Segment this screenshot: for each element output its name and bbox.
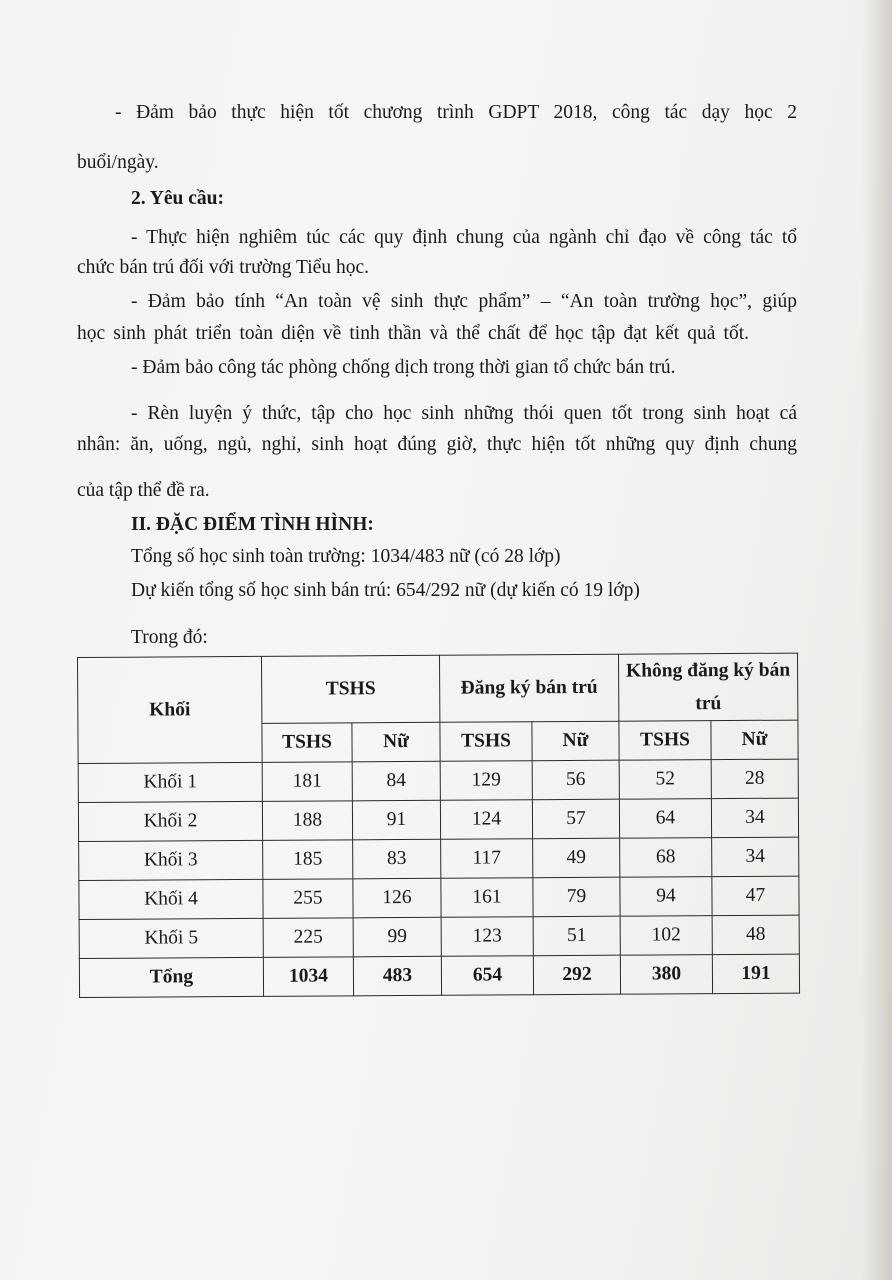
grade-cell: Khối 2 xyxy=(78,801,262,841)
header-tshs: TSHS xyxy=(261,655,439,723)
total-nreg-nu-cell: 191 xyxy=(712,954,799,994)
grade-cell: Khối 4 xyxy=(79,879,263,919)
reg-nu-cell: 49 xyxy=(533,838,620,878)
table-row xyxy=(78,798,798,841)
table-row xyxy=(79,915,799,958)
paragraph-line: chức bán trú đối với trường Tiểu học. xyxy=(77,257,369,278)
boarding-statistics-table xyxy=(77,653,800,998)
header-not-registered: Không đăng ký bán trú xyxy=(618,653,797,721)
nreg-nu-cell: 34 xyxy=(712,837,799,877)
reg-tshs-cell: 117 xyxy=(441,839,533,879)
nreg-tshs-cell: 52 xyxy=(619,760,711,800)
table-row xyxy=(78,759,798,802)
nreg-tshs-cell: 102 xyxy=(620,916,712,956)
nu-cell: 91 xyxy=(352,800,440,840)
reg-nu-cell: 56 xyxy=(532,760,619,800)
tshs-cell: 255 xyxy=(263,879,353,919)
nreg-nu-cell: 28 xyxy=(711,759,798,799)
nu-cell: 84 xyxy=(352,761,440,801)
reg-nu-cell: 79 xyxy=(533,877,620,917)
header-registered: Đăng ký bán trú xyxy=(439,654,618,722)
total-reg-nu-cell: 292 xyxy=(533,955,620,995)
tshs-cell: 181 xyxy=(262,762,352,802)
paragraph-line: - Rèn luyện ý thức, tập cho học sinh những thói quen tốt trong sinh hoạt cá xyxy=(131,403,797,424)
subheader-tshs: TSHS xyxy=(619,721,711,761)
total-nreg-tshs-cell: 380 xyxy=(620,955,712,995)
in-which-line: Trong đó: xyxy=(131,627,208,648)
table-row xyxy=(79,837,799,880)
table-row xyxy=(79,876,799,919)
total-students-line: Tổng số học sinh toàn trường: 1034/483 nữ (có 28 lớp) xyxy=(131,546,561,567)
subheader-nu: Nữ xyxy=(352,722,440,762)
reg-nu-cell: 57 xyxy=(532,799,619,839)
reg-tshs-cell: 124 xyxy=(440,800,532,840)
reg-tshs-cell: 161 xyxy=(441,878,533,918)
nreg-nu-cell: 48 xyxy=(712,915,799,955)
nreg-nu-cell: 34 xyxy=(711,798,798,838)
subheader-nu: Nữ xyxy=(532,721,619,761)
grade-cell: Khối 1 xyxy=(78,762,262,802)
section-heading: 2. Yêu cầu: xyxy=(131,188,224,209)
table-total-row xyxy=(79,954,799,997)
reg-tshs-cell: 123 xyxy=(441,917,533,957)
tshs-cell: 185 xyxy=(263,840,353,880)
grade-cell: Khối 3 xyxy=(79,840,263,880)
grade-cell: Khối 5 xyxy=(79,918,263,958)
nreg-tshs-cell: 94 xyxy=(620,877,712,917)
reg-nu-cell: 51 xyxy=(533,916,620,956)
paragraph-line: - Đảm bảo công tác phòng chống dịch trong thời gian tổ chức bán trú. xyxy=(131,357,676,378)
paragraph-line: - Thực hiện nghiêm túc các quy định chung của ngành chỉ đạo về công tác tổ xyxy=(131,227,797,248)
tshs-cell: 188 xyxy=(262,801,352,841)
subheader-tshs: TSHS xyxy=(440,722,532,762)
table-header-row xyxy=(78,653,798,724)
nu-cell: 126 xyxy=(353,878,441,918)
paragraph-line: - Đảm bảo thực hiện tốt chương trình GDPT 2018, công tác dạy học 2 xyxy=(115,102,797,123)
section-heading: II. ĐẶC ĐIỂM TÌNH HÌNH: xyxy=(131,514,374,535)
paragraph-line: nhân: ăn, uống, ngủ, nghỉ, sinh hoạt đúng giờ, thực hiện tốt những quy định chung xyxy=(77,434,797,455)
nu-cell: 99 xyxy=(353,917,441,957)
paragraph-line: buổi/ngày. xyxy=(77,152,159,173)
nreg-nu-cell: 47 xyxy=(712,876,799,916)
subheader-tshs: TSHS xyxy=(262,723,352,763)
total-label-cell: Tổng xyxy=(79,957,263,997)
reg-tshs-cell: 129 xyxy=(440,761,532,801)
paper-edge-shadow xyxy=(862,0,892,1280)
paragraph-line: của tập thể đề ra. xyxy=(77,480,210,501)
paragraph-line: - Đảm bảo tính “An toàn vệ sinh thực phẩm” – “An toàn trường học”, giúp xyxy=(131,291,797,312)
boarding-students-line: Dự kiến tổng số học sinh bán trú: 654/292 nữ (dự kiến có 19 lớp) xyxy=(131,580,640,601)
total-tshs-cell: 1034 xyxy=(263,957,353,997)
tshs-cell: 225 xyxy=(263,918,353,958)
subheader-nu: Nữ xyxy=(711,720,798,760)
nu-cell: 83 xyxy=(353,839,441,879)
total-nu-cell: 483 xyxy=(353,956,441,996)
nreg-tshs-cell: 64 xyxy=(619,799,711,839)
nreg-tshs-cell: 68 xyxy=(620,838,712,878)
total-reg-tshs-cell: 654 xyxy=(441,956,533,996)
paragraph-line: học sinh phát triển toàn diện về tinh thần và thể chất để học tập đạt kết quả tốt. xyxy=(77,323,749,344)
header-grade: Khối xyxy=(78,656,263,763)
